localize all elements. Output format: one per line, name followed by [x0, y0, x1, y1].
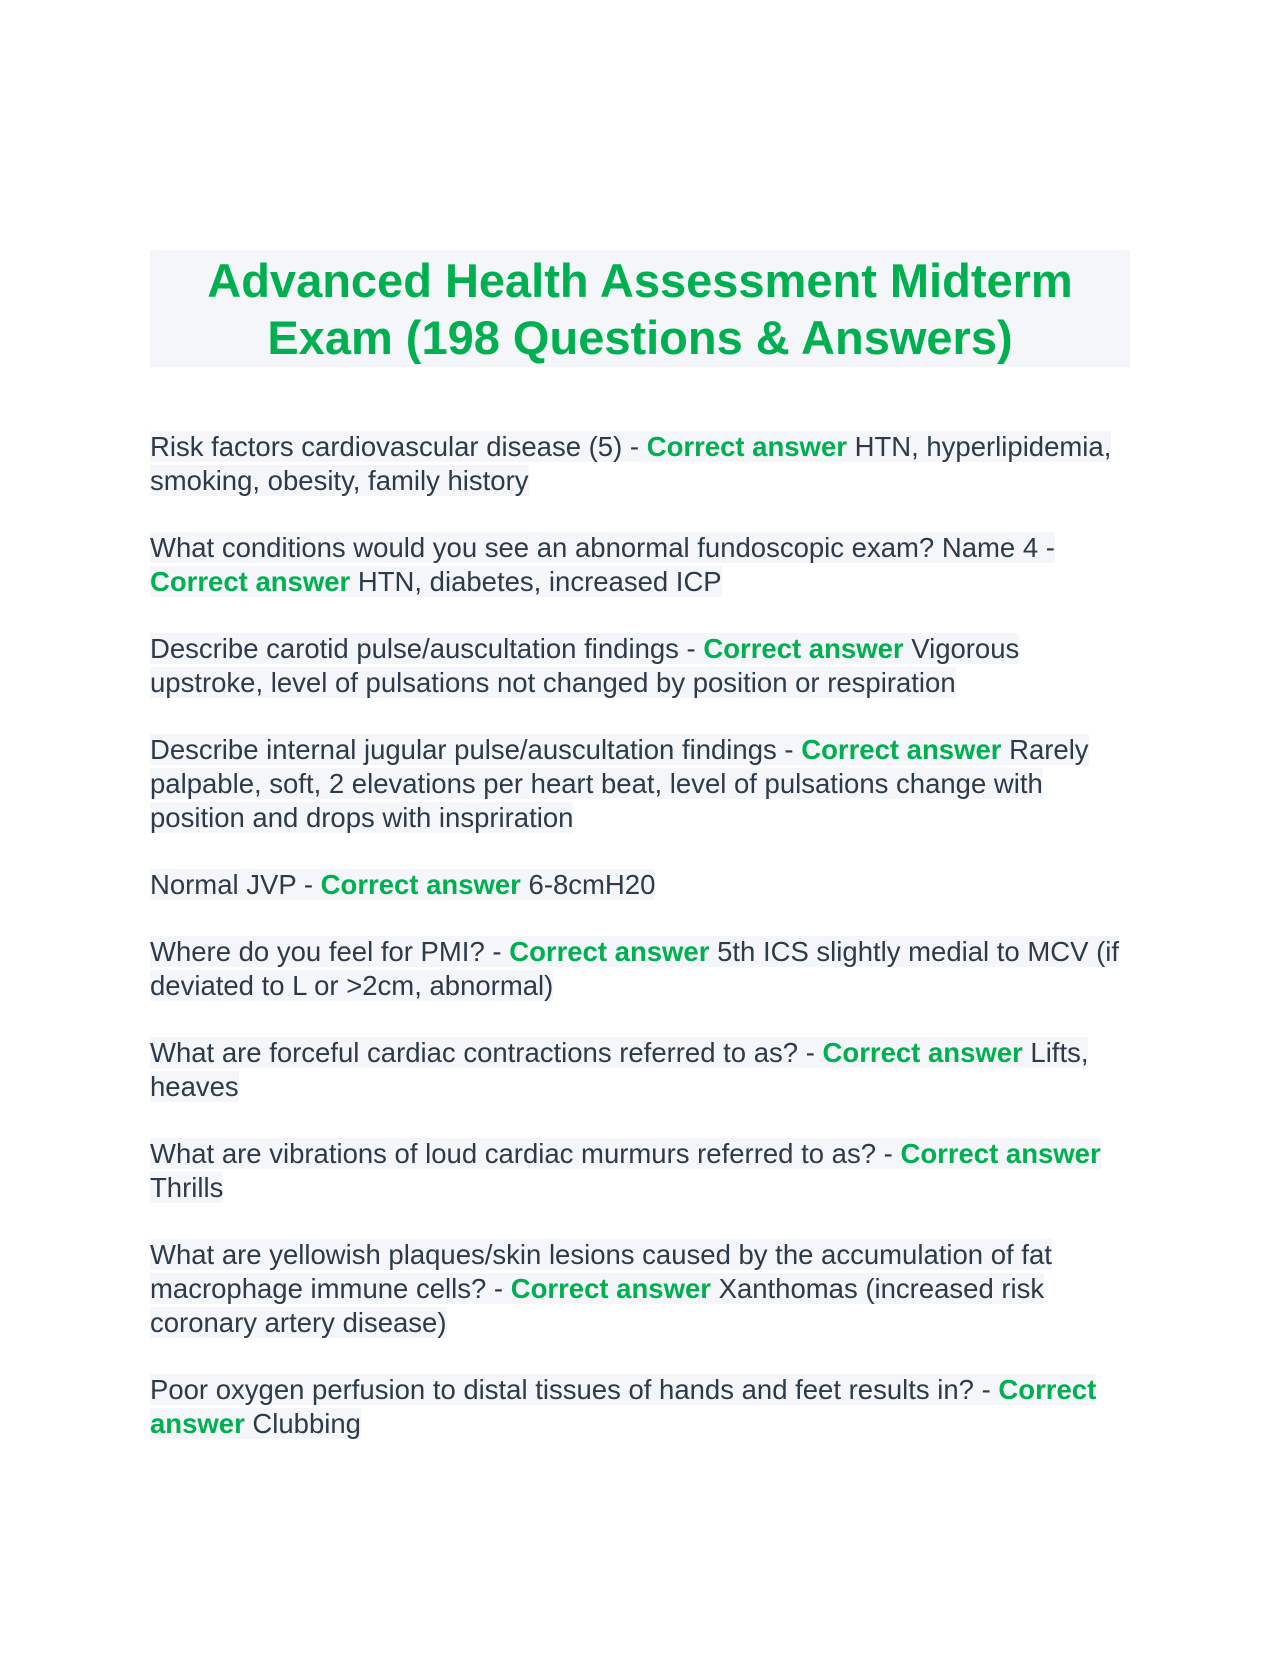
answer-text: Xanthomas (increased risk coronary artery disease) [150, 1273, 1045, 1338]
question-text: Risk factors cardiovascular disease (5) [150, 431, 623, 462]
answer-text: Lifts, heaves [150, 1037, 1089, 1102]
answer-text: Vigorous upstroke, level of pulsations not changed by position or respiration [150, 633, 1020, 698]
qa-item [150, 531, 1130, 599]
qa-item [150, 1238, 1130, 1340]
qa-item [150, 1036, 1130, 1104]
qa-item [150, 632, 1130, 700]
question-text: What are yellowish plaques/skin lesions caused by the accumulation of fat macrophage immune cells? [150, 1239, 1052, 1304]
separator: - [798, 1037, 823, 1068]
question-text: What conditions would you see an abnormal fundoscopic exam? Name 4 [150, 532, 1039, 563]
answer-text: HTN, hyperlipidemia, smoking, obesity, family history [150, 431, 1112, 496]
separator: - [296, 869, 321, 900]
title-box [150, 250, 1130, 367]
correct-answer-label: Correct answer [801, 734, 1002, 765]
correct-answer-label: Correct answer [646, 431, 847, 462]
separator: - [678, 633, 704, 664]
separator: - [973, 1374, 999, 1405]
separator: - [776, 734, 802, 765]
correct-answer-label: Correct answer [822, 1037, 1023, 1068]
answer-text: 5th ICS slightly medial to MCV (if deviated to L or >2cm, abnormal) [150, 936, 1120, 1001]
answer-text: Rarely palpable, soft, 2 elevations per heart beat, level of pulsations change with position and drops with inspriration [150, 734, 1089, 833]
question-text: Describe carotid pulse/auscultation findings [150, 633, 679, 664]
separator: - [1038, 532, 1055, 563]
answer-text: Thrills [150, 1172, 224, 1203]
title-line-2: Exam (198 Questions & Answers) [267, 310, 1013, 364]
qa-item [150, 935, 1130, 1003]
separator: - [622, 431, 647, 462]
correct-answer-label: Correct answer [510, 1273, 711, 1304]
correct-answer-label: Correct answer [509, 936, 710, 967]
correct-answer-label: Correct answer [900, 1138, 1101, 1169]
question-text: What are vibrations of loud cardiac murmurs referred to as? [150, 1138, 876, 1169]
question-text: Describe internal jugular pulse/auscultation findings [150, 734, 777, 765]
question-text: Poor oxygen perfusion to distal tissues of hands and feet results in? [150, 1374, 974, 1405]
correct-answer-label: Correct answer [150, 566, 351, 597]
qa-list [150, 430, 1130, 1474]
qa-item [150, 1137, 1130, 1205]
correct-answer-label: Correct answer [150, 1374, 1097, 1439]
answer-text: HTN, diabetes, increased ICP [357, 566, 722, 597]
separator: - [876, 1138, 901, 1169]
question-text: Normal JVP [150, 869, 297, 900]
document-title [207, 252, 1072, 366]
qa-item [150, 1373, 1130, 1441]
qa-item [150, 868, 1130, 902]
separator: - [484, 936, 510, 967]
question-text: What are forceful cardiac contractions referred to as? [150, 1037, 799, 1068]
answer-text: 6-8cmH20 [528, 869, 656, 900]
answer-text: Clubbing [252, 1408, 361, 1439]
title-line-1: Advanced Health Assessment Midterm [207, 253, 1073, 307]
qa-item [150, 733, 1130, 835]
question-text: Where do you feel for PMI? [150, 936, 485, 967]
correct-answer-label: Correct answer [320, 869, 521, 900]
separator: - [486, 1273, 511, 1304]
qa-item [150, 430, 1130, 498]
correct-answer-label: Correct answer [703, 633, 904, 664]
